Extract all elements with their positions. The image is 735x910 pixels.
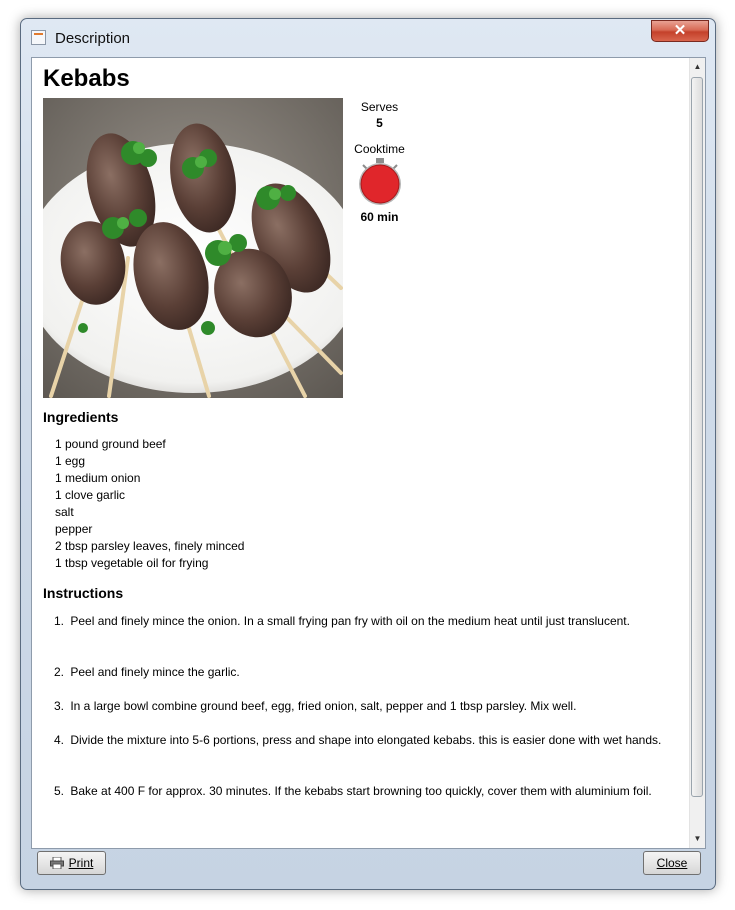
ingredient-item: 1 medium onion — [55, 471, 141, 485]
ingredient-item: 1 tbsp vegetable oil for frying — [55, 556, 209, 570]
window-close-button[interactable] — [651, 20, 709, 42]
stopwatch-icon — [357, 157, 403, 205]
ingredient-item: 2 tbsp parsley leaves, finely minced — [55, 539, 245, 553]
close-label: Close — [656, 856, 688, 870]
recipe-panel — [31, 57, 706, 849]
scrollbar-thumb[interactable] — [691, 77, 703, 797]
step-text: Peel and finely mince the onion. In a small frying pan fry with oil on the medium heat until just translucent. — [70, 614, 630, 628]
print-label: Print — [68, 856, 94, 870]
cooktime-value: 60 min — [360, 210, 399, 224]
ingredient-item: 1 pound ground beef — [55, 437, 166, 451]
step-text: Peel and finely mince the garlic. — [70, 665, 240, 679]
ingredients-list — [55, 436, 244, 572]
kebab-photo — [43, 98, 343, 398]
serves-value: 5 — [376, 116, 383, 130]
cooktime-label: Cooktime — [354, 142, 405, 156]
instruction-step — [43, 732, 673, 749]
scroll-down-icon[interactable]: ▼ — [693, 834, 702, 843]
scroll-up-icon[interactable]: ▲ — [693, 62, 702, 71]
window-title: Description — [55, 30, 131, 47]
printer-icon — [50, 857, 64, 869]
ingredient-item: pepper — [55, 522, 93, 536]
window-icon — [31, 30, 46, 45]
instruction-step — [43, 613, 673, 630]
instruction-step — [43, 664, 673, 681]
title-bar[interactable] — [21, 19, 715, 57]
ingredient-item: 1 egg — [55, 454, 86, 468]
vertical-scrollbar[interactable] — [689, 58, 705, 848]
serves-label: Serves — [360, 100, 399, 114]
close-button[interactable] — [643, 851, 701, 875]
print-button[interactable] — [37, 851, 106, 875]
ingredient-item: 1 clove garlic — [55, 488, 126, 502]
close-icon: ✕ — [673, 22, 687, 39]
instruction-step — [43, 698, 673, 715]
description-window — [20, 18, 716, 890]
step-number: 4. — [54, 733, 65, 747]
step-number: 5. — [54, 784, 65, 798]
step-number: 1. — [54, 614, 65, 628]
step-text: Bake at 400 F for approx. 30 minutes. If the kebabs start browning too quickly, cover them with aluminium foil. — [70, 784, 652, 798]
step-number: 2. — [54, 665, 65, 679]
instructions-heading: Instructions — [43, 585, 124, 601]
recipe-title: Kebabs — [43, 65, 130, 92]
ingredient-item: salt — [55, 505, 74, 519]
instruction-step — [43, 783, 673, 800]
step-text: In a large bowl combine ground beef, egg, fried onion, salt, pepper and 1 tbsp parsley. Mix well. — [70, 699, 577, 713]
recipe-content — [32, 58, 689, 848]
step-text: Divide the mixture into 5-6 portions, press and shape into elongated kebabs. this is easier done with wet hands. — [70, 733, 662, 747]
ingredients-heading: Ingredients — [43, 409, 119, 425]
step-number: 3. — [54, 699, 65, 713]
